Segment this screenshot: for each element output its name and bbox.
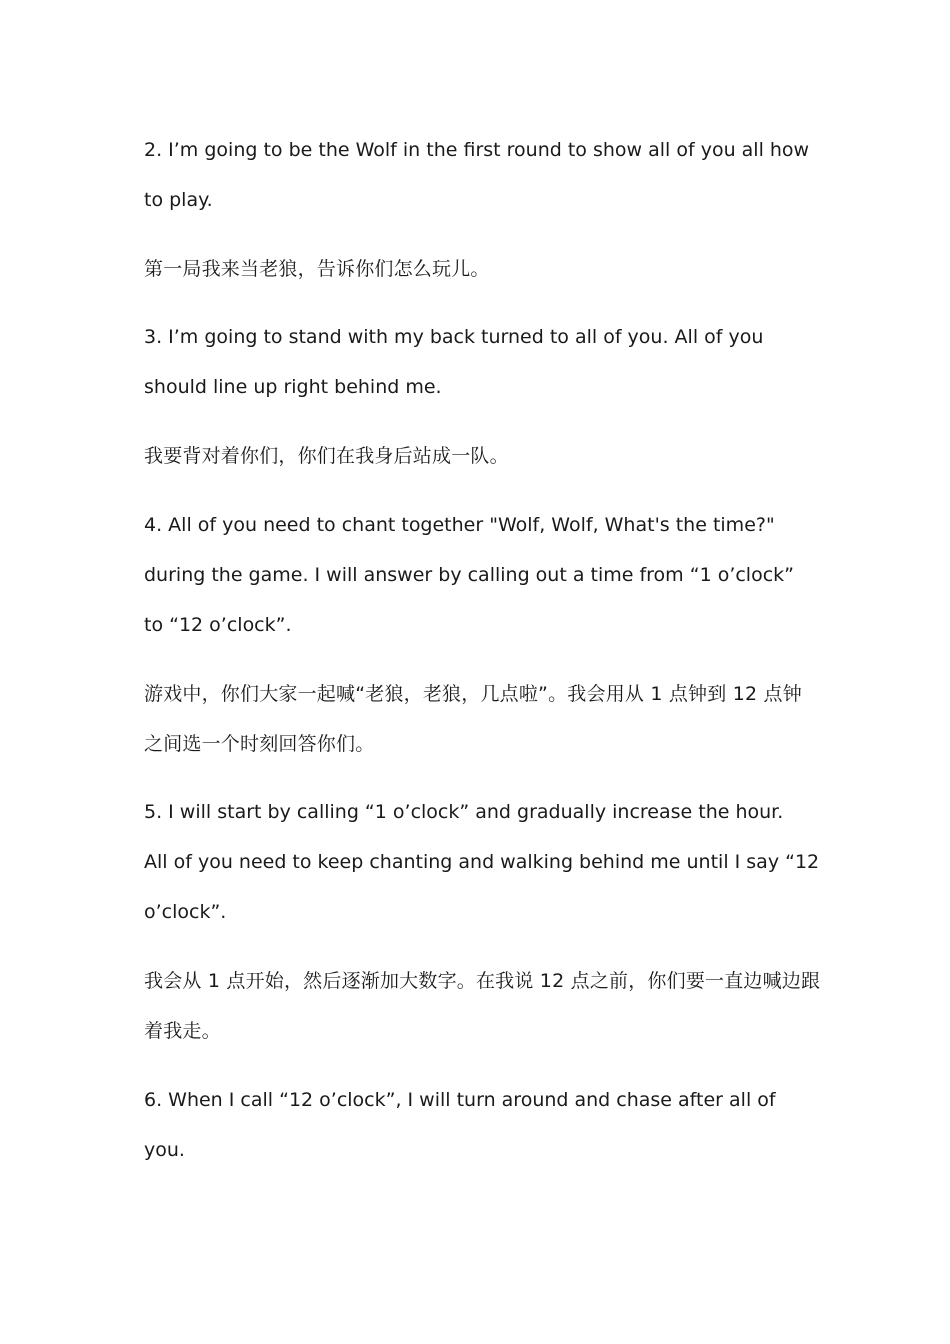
text-line: 我要背对着你们，你们在我身后站成一队。 — [144, 445, 509, 467]
paragraph-step-3-chinese — [144, 431, 812, 481]
text-line: 之间选一个时刻回答你们。 — [144, 733, 375, 755]
text-line: during the game. I will answer by calling out a time from “1 o’clock” — [144, 564, 795, 586]
paragraph-step-2-chinese — [144, 244, 812, 294]
text-line: 我会从 1 点开始，然后逐渐加大数字。在我说 12 点之前，你们要一直边喊边跟 — [144, 970, 821, 992]
paragraph-step-2-english — [144, 125, 812, 225]
text-line: 6. When I call “12 o’clock”, I will turn around and chase after all of — [144, 1089, 776, 1111]
text-line: 游戏中，你们大家一起喊“老狼，老狼，几点啦”。我会用从 1 点钟到 12 点钟 — [144, 683, 802, 705]
paragraph-step-3-english — [144, 312, 812, 412]
text-line: to “12 o’clock”. — [144, 614, 292, 636]
text-line: 第一局我来当老狼，告诉你们怎么玩儿。 — [144, 258, 490, 280]
text-line: to play. — [144, 189, 213, 211]
text-line: 2. I’m going to be the Wolf in the first round to show all of you all how — [144, 139, 810, 161]
paragraph-step-5-english — [144, 787, 820, 937]
text-line: you. — [144, 1139, 185, 1161]
text-line: 3. I’m going to stand with my back turned to all of you. All of you — [144, 326, 764, 348]
text-line: 着我走。 — [144, 1020, 221, 1042]
paragraph-step-5-chinese — [144, 956, 821, 1056]
text-line: should line up right behind me. — [144, 376, 442, 398]
text-line: o’clock”. — [144, 901, 227, 923]
text-line: 4. All of you need to chant together "Wolf, Wolf, What's the time?" — [144, 514, 775, 536]
text-line: 5. I will start by calling “1 o’clock” and gradually increase the hour. — [144, 801, 784, 823]
text-line: All of you need to keep chanting and walking behind me until I say “12 — [144, 851, 820, 873]
paragraph-step-4-english — [144, 500, 812, 650]
paragraph-step-4-chinese — [144, 669, 812, 769]
paragraph-step-6-english — [144, 1075, 812, 1175]
